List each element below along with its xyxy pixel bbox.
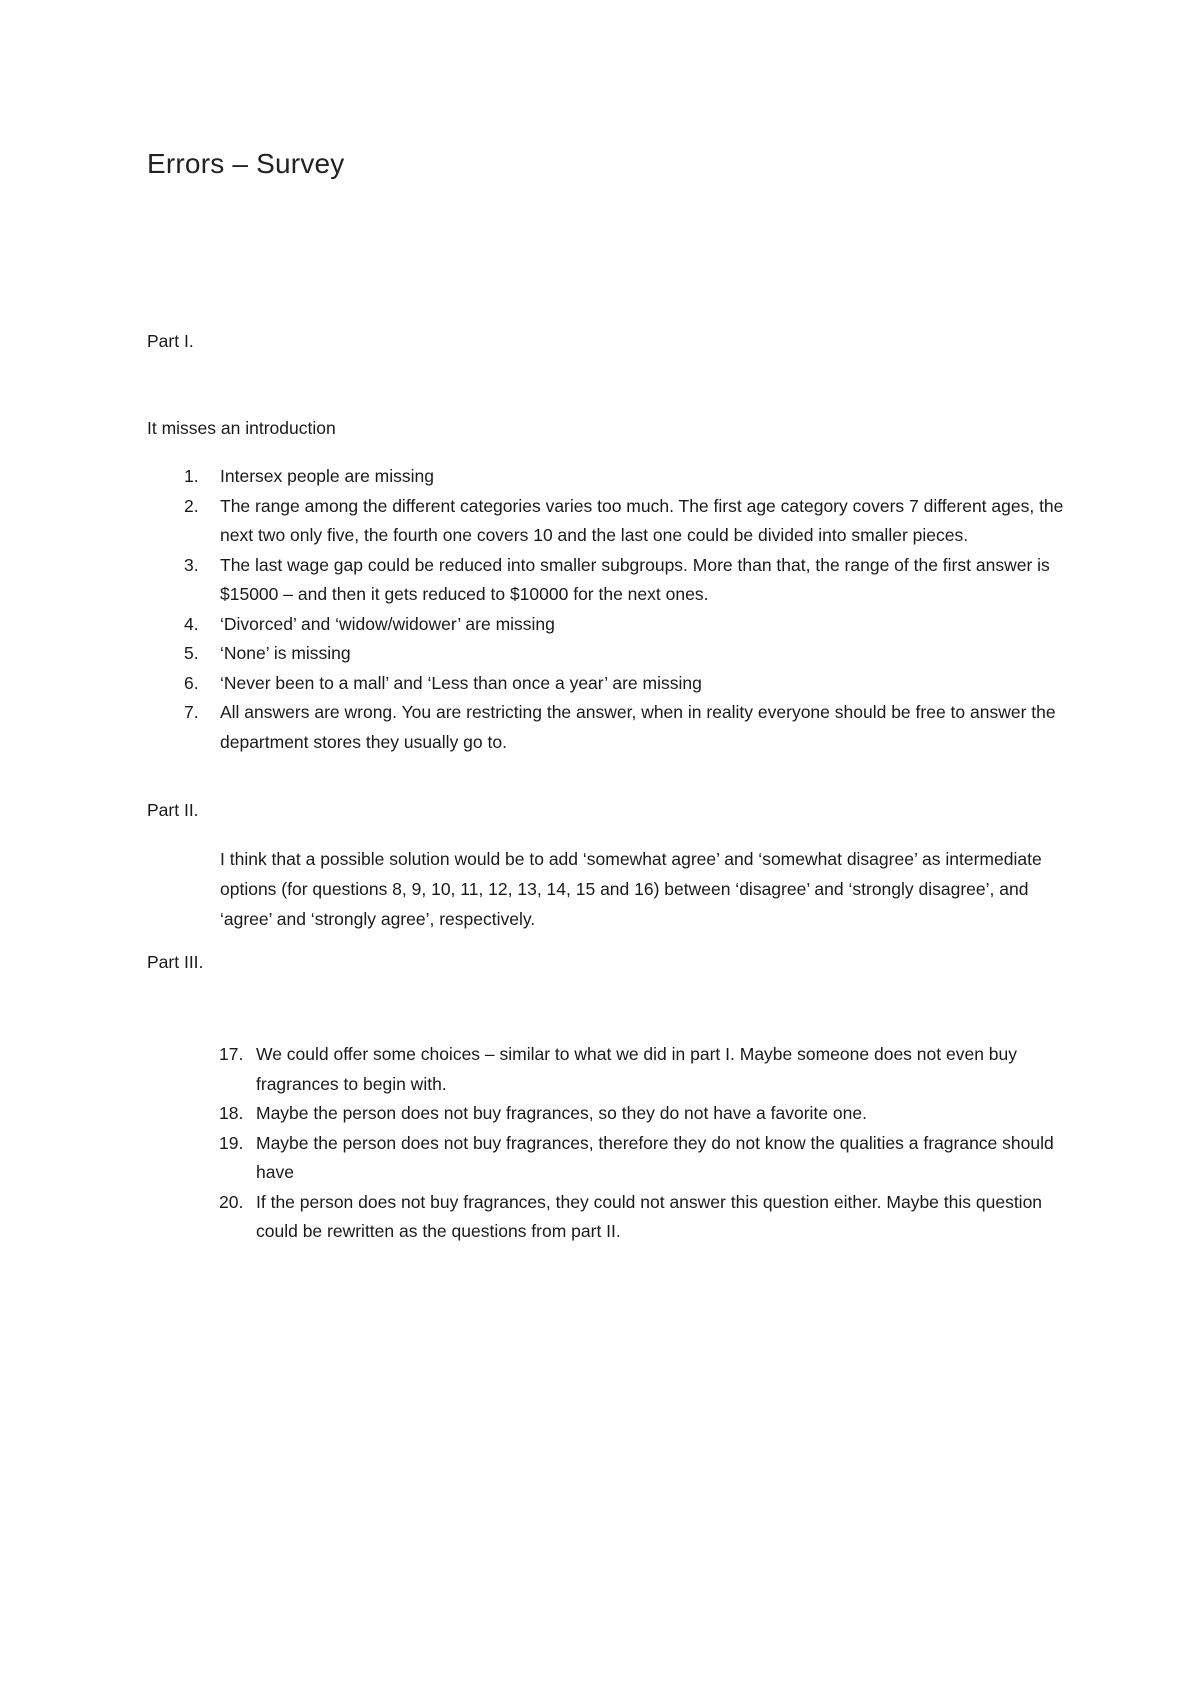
list-item-text: All answers are wrong. You are restricting the answer, when in reality everyone should be free to answer the department stores they usually go to. bbox=[220, 702, 1056, 752]
list-item-text: ‘Never been to a mall’ and ‘Less than once a year’ are missing bbox=[220, 672, 702, 693]
document-title: Errors – Survey bbox=[147, 148, 345, 179]
list-item bbox=[147, 698, 1067, 757]
part-2-paragraph: I think that a possible solution would be to add ‘somewhat agree’ and ‘somewhat disagree’ as intermediate options (for questions 8, 9, 10, 11, 12, 13, 14, 15 and 16) between ‘disagree’ and ‘strongly disagree’, and ‘agree’ and ‘strongly agree’, respectively. bbox=[220, 849, 1042, 929]
list-item-text: Intersex people are missing bbox=[220, 466, 434, 486]
list-item-text: The last wage gap could be reduced into smaller subgroups. More than that, the range of the first answer is $15000 – and then it gets reduced to $10000 for the next ones. bbox=[220, 554, 1050, 604]
list-item-number: 5. bbox=[184, 643, 199, 663]
list-item bbox=[147, 492, 1067, 551]
list-item-text: Maybe the person does not buy fragrances, therefore they do not know the qualities a fragrance should have bbox=[256, 1132, 1054, 1182]
list-item-number: 18. bbox=[219, 1103, 244, 1123]
list-item-text: The range among the different categories varies too much. The first age category covers 7 different ages, the next two only five, the fourth one covers 10 and the last one could be divided into smaller pieces. bbox=[220, 495, 1064, 545]
part-1-intro: It misses an introduction bbox=[147, 418, 336, 438]
list-item-text: Maybe the person does not buy fragrances, so they do not have a favorite one. bbox=[256, 1103, 867, 1123]
part-1-list bbox=[147, 462, 1067, 757]
list-item bbox=[147, 462, 1067, 492]
list-item-number: 20. bbox=[219, 1191, 244, 1212]
list-item bbox=[147, 610, 1067, 640]
part-1-heading: Part I. bbox=[147, 331, 194, 351]
list-item bbox=[147, 639, 1067, 669]
list-item-number: 1. bbox=[184, 466, 199, 486]
list-item bbox=[147, 1040, 1067, 1099]
list-item-number: 6. bbox=[184, 672, 199, 693]
list-item bbox=[147, 669, 1067, 699]
list-item-number: 3. bbox=[184, 554, 199, 575]
list-item-number: 2. bbox=[184, 495, 199, 516]
list-item-number: 17. bbox=[219, 1044, 244, 1064]
list-item-number: 7. bbox=[184, 702, 199, 722]
list-item bbox=[147, 551, 1067, 610]
list-item-number: 4. bbox=[184, 613, 199, 634]
list-item-text: We could offer some choices – similar to what we did in part I. Maybe someone does not even buy fragrances to begin with. bbox=[256, 1044, 1018, 1094]
list-item bbox=[147, 1188, 1067, 1247]
part-3-heading: Part III. bbox=[147, 952, 204, 972]
list-item bbox=[147, 1129, 1067, 1188]
part-3-list bbox=[147, 1040, 1067, 1247]
list-item-number: 19. bbox=[219, 1132, 244, 1153]
list-item-text: ‘None’ is missing bbox=[220, 643, 351, 663]
list-item-text: ‘Divorced’ and ‘widow/widower’ are missing bbox=[220, 613, 555, 634]
list-item-text: If the person does not buy fragrances, they could not answer this question either. Maybe this question could be rewritten as the questions from part II. bbox=[256, 1191, 1043, 1241]
part-2-heading: Part II. bbox=[147, 800, 199, 820]
list-item bbox=[147, 1099, 1067, 1129]
